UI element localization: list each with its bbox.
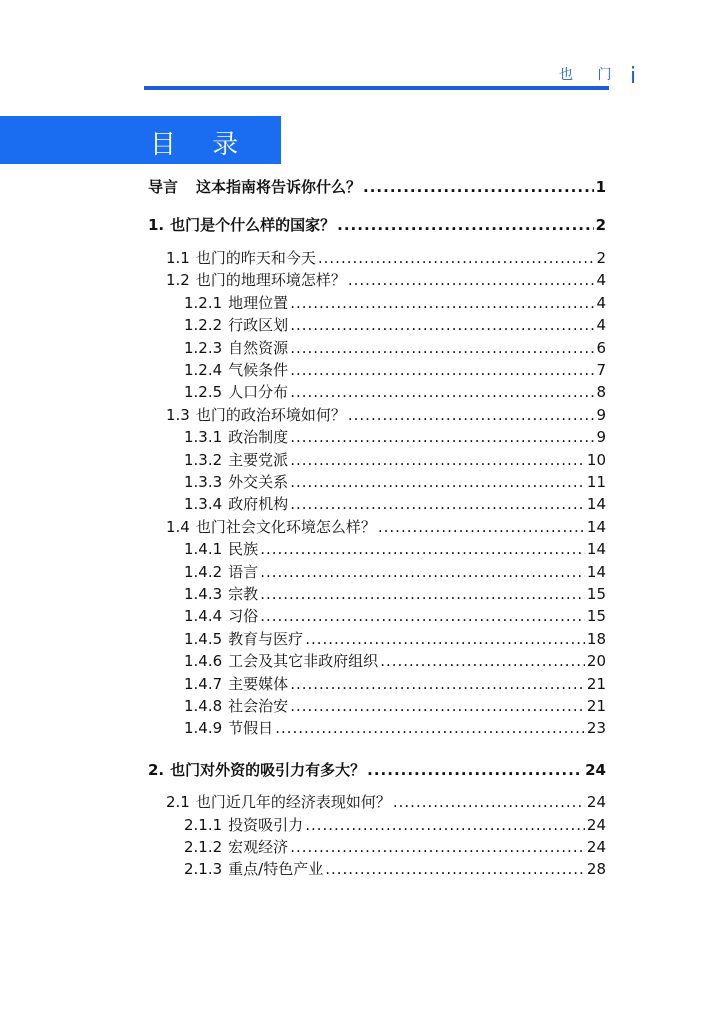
toc-entry-number: 2.1.1	[184, 816, 223, 834]
toc-leader-dots	[318, 249, 595, 267]
toc-entry[interactable]	[184, 697, 606, 715]
toc-entry-label: 外交关系	[228, 473, 289, 491]
toc-entry-page: 4	[596, 294, 606, 312]
toc-entry-label: 也门的昨天和今天	[195, 249, 316, 267]
toc-entry-label: 政府机构	[228, 495, 289, 513]
toc-entry-page: 21	[586, 675, 606, 693]
toc-entry-label: 投资吸引力	[228, 816, 304, 834]
toc-leader-dots	[380, 652, 585, 670]
toc-entry-page: 28	[586, 860, 606, 878]
toc-entry-page: 14	[586, 563, 606, 581]
toc-entry[interactable]	[184, 607, 606, 625]
toc-leader-dots	[367, 761, 583, 779]
toc-entry-page: 4	[596, 271, 606, 289]
toc-leader-dots	[260, 540, 585, 558]
toc-entry-label: 民族	[228, 540, 259, 558]
toc-entry-label: 社会治安	[228, 697, 289, 715]
toc-entry[interactable]	[184, 316, 606, 334]
running-header-page-numeral: i	[630, 64, 637, 89]
toc-entry-number: 1.4.1	[184, 540, 223, 558]
toc-entry[interactable]	[184, 294, 606, 312]
toc-leader-dots	[290, 473, 585, 491]
toc-entry[interactable]	[184, 473, 606, 491]
header-rule	[144, 86, 609, 90]
toc-entry-number: 导言	[148, 178, 179, 196]
toc-entry-page: 4	[596, 316, 606, 334]
toc-entry-number: 1.4.3	[184, 585, 223, 603]
toc-entry-number: 1.2.5	[184, 383, 223, 401]
toc-leader-dots	[305, 630, 585, 648]
toc-leader-dots	[290, 316, 594, 334]
toc-entry[interactable]	[166, 406, 606, 424]
toc-entry[interactable]	[184, 838, 606, 856]
toc-entry-page: 8	[596, 383, 606, 401]
toc-entry-number: 1.4.7	[184, 675, 223, 693]
toc-entry-number: 2.1.2	[184, 838, 223, 856]
toc-entry[interactable]	[148, 178, 606, 196]
toc-entry-page: 24	[585, 761, 606, 779]
toc-entry-label: 也门的政治环境如何？	[195, 406, 346, 424]
toc-leader-dots	[305, 816, 585, 834]
toc-entry[interactable]	[184, 495, 606, 513]
toc-entry-number: 1.2.3	[184, 339, 223, 357]
toc-entry-number: 1.4.8	[184, 697, 223, 715]
toc-entry-page: 18	[586, 630, 606, 648]
toc-entry[interactable]	[184, 383, 606, 401]
toc-entry[interactable]	[148, 761, 606, 779]
toc-leader-dots	[290, 495, 585, 513]
toc-entry-label: 这本指南将告诉你什么？	[196, 178, 362, 196]
toc-entry-number: 1.3.1	[184, 428, 223, 446]
toc-leader-dots	[290, 838, 585, 856]
toc-leader-dots	[290, 294, 594, 312]
toc-entry[interactable]	[184, 816, 606, 834]
toc-entry-number: 1.4.9	[184, 719, 223, 737]
toc-entry-page: 1	[595, 178, 606, 196]
toc-entry-number: 1.4.6	[184, 652, 223, 670]
toc-entry-page: 7	[596, 361, 606, 379]
toc-entry-label: 节假日	[228, 719, 274, 737]
toc-entry-number: 1.2	[166, 271, 190, 289]
toc-entry-label: 工会及其它非政府组织	[228, 652, 379, 670]
toc-entry-label: 行政区划	[228, 316, 289, 334]
toc-leader-dots	[260, 607, 585, 625]
toc-entry-label: 地理位置	[228, 294, 289, 312]
toc-entry[interactable]	[184, 339, 606, 357]
toc-entry-label: 自然资源	[228, 339, 289, 357]
toc-entry-page: 20	[586, 652, 606, 670]
toc-entry-label: 宏观经济	[228, 838, 289, 856]
toc-entry-label: 语言	[228, 563, 259, 581]
toc-entry-number: 1.2.2	[184, 316, 223, 334]
toc-entry-label: 教育与医疗	[228, 630, 304, 648]
toc-entry-label: 主要党派	[228, 451, 289, 469]
toc-entry-label: 也门近几年的经济表现如何？	[195, 793, 391, 811]
toc-entry-label: 主要媒体	[228, 675, 289, 693]
toc-leader-dots	[290, 383, 594, 401]
toc-entry[interactable]	[184, 719, 606, 737]
toc-entry[interactable]	[184, 630, 606, 648]
toc-leader-dots	[290, 451, 585, 469]
toc-entry-number: 1.4.4	[184, 607, 223, 625]
toc-entry-label: 也门对外资的吸引力有多大？	[170, 761, 366, 779]
toc-entry-page: 10	[586, 451, 606, 469]
toc-entry-page: 21	[586, 697, 606, 715]
toc-entry-page: 24	[586, 816, 606, 834]
toc-entry[interactable]	[184, 675, 606, 693]
toc-entry-page: 23	[586, 719, 606, 737]
toc-entry-page: 9	[596, 406, 606, 424]
toc-leader-dots	[260, 563, 585, 581]
toc-leader-dots	[290, 428, 594, 446]
toc-leader-dots	[363, 178, 594, 196]
toc-leader-dots	[260, 585, 585, 603]
toc-entry-number: 1.3.2	[184, 451, 223, 469]
toc-entry-page: 2	[596, 249, 606, 267]
toc-entry-page: 2	[595, 216, 606, 234]
toc-entry-page: 9	[596, 428, 606, 446]
toc-entry-label: 气候条件	[228, 361, 289, 379]
toc-leader-dots	[325, 860, 585, 878]
toc-entry-label: 人口分布	[228, 383, 289, 401]
toc-entry[interactable]	[166, 793, 606, 811]
toc-entry-label: 政治制度	[228, 428, 289, 446]
toc-entry[interactable]	[184, 860, 606, 878]
toc-entry-page: 24	[586, 793, 606, 811]
toc-entry-number: 1.2.4	[184, 361, 223, 379]
toc-entry-number: 1.4.2	[184, 563, 223, 581]
toc-leader-dots	[290, 675, 585, 693]
toc-entry-page: 15	[586, 607, 606, 625]
toc-leader-dots	[378, 518, 585, 536]
toc-entry[interactable]	[166, 518, 606, 536]
toc-entry[interactable]	[166, 249, 606, 267]
toc-entry-number: 1.	[148, 216, 165, 234]
toc-leader-dots	[337, 216, 593, 234]
toc-entry-number: 1.2.1	[184, 294, 223, 312]
toc-entry-number: 1.3.3	[184, 473, 223, 491]
toc-entry-page: 15	[586, 585, 606, 603]
toc-entry-label: 也门是个什么样的国家？	[170, 216, 336, 234]
toc-entry-page: 11	[586, 473, 606, 491]
toc-leader-dots	[275, 719, 585, 737]
toc-entry-label: 也门的地理环境怎样？	[195, 271, 346, 289]
toc-entry-number: 1.3.4	[184, 495, 223, 513]
toc-entry-page: 14	[586, 518, 606, 536]
toc-leader-dots	[393, 793, 585, 811]
toc-leader-dots	[290, 361, 594, 379]
toc-entry[interactable]	[184, 652, 606, 670]
toc-entry[interactable]	[148, 216, 606, 234]
toc-entry-number: 2.	[148, 761, 165, 779]
toc-leader-dots	[290, 697, 585, 715]
toc-entry[interactable]	[184, 428, 606, 446]
running-header-title: 也 门	[559, 67, 622, 83]
toc-entry-label: 重点/特色产业	[228, 860, 324, 878]
toc-entry-label: 宗教	[228, 585, 259, 603]
toc-entry-number: 1.3	[166, 406, 190, 424]
toc-entry-number: 2.1	[166, 793, 190, 811]
toc-entry-number: 1.4.5	[184, 630, 223, 648]
toc-leader-dots	[290, 339, 594, 357]
toc-entry-number: 1.4	[166, 518, 190, 536]
toc-entry[interactable]	[184, 585, 606, 603]
toc-entry[interactable]	[184, 361, 606, 379]
toc-entry[interactable]	[166, 271, 606, 289]
toc-entry-number: 1.1	[166, 249, 190, 267]
toc-entry[interactable]	[184, 540, 606, 558]
toc-entry-page: 14	[586, 540, 606, 558]
toc-entry-label: 也门社会文化环境怎么样？	[195, 518, 376, 536]
toc-entry-page: 6	[596, 339, 606, 357]
toc-leader-dots	[348, 406, 595, 424]
toc-entry[interactable]	[184, 451, 606, 469]
toc-entry-label: 习俗	[228, 607, 259, 625]
toc-title: 目 录	[150, 130, 253, 160]
toc-leader-dots	[348, 271, 595, 289]
toc-entry-number: 2.1.3	[184, 860, 223, 878]
toc-entry-page: 24	[586, 838, 606, 856]
toc-entry[interactable]	[184, 563, 606, 581]
toc-entry-page: 14	[586, 495, 606, 513]
